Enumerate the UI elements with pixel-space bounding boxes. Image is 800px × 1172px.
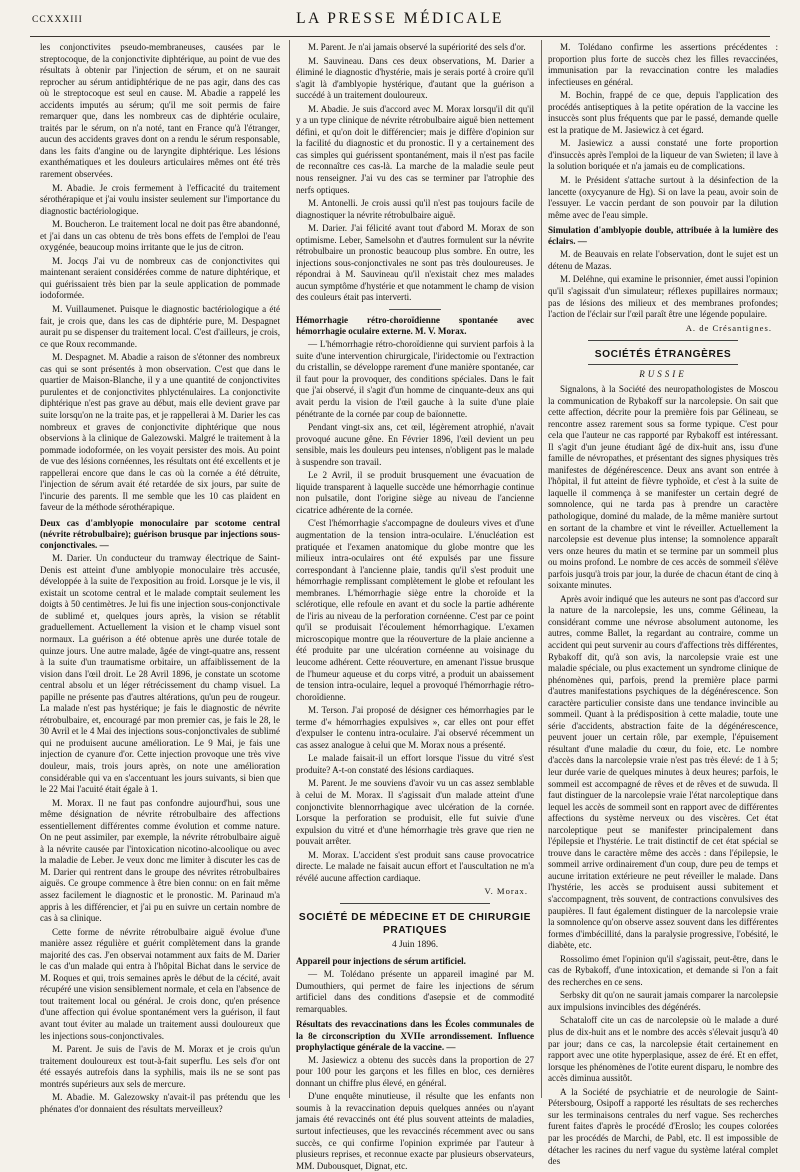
paragraph: M. le Président s'attache surtout à la désinfection de la lancette (oxycyanure de Hg). Si on lave la peau, avoir soin de l'essuyer. Le vaccin perdant de son pouvoir par la dilution même avec de l'eau simple. <box>548 175 778 220</box>
paragraph: M. Parent. Je n'ai jamais observé la supériorité des sels d'or. <box>308 42 526 52</box>
paragraph: Signalons, à la Société des neuropathologistes de Moscou la communication de Rybakoff sur la narcolepsie. On sait que cette affection, décrite pour la première fois par Gélineau, se rencontre assez rarement sous sa forme typique. C'est pour cela que l'auteur ne cas rapporté par Rybakoff est intéressant. Il s'agit d'un jeune étudiant âgé de dix-huit ans, issu d'une famille de névropathes, et présentant des signes physiques très manifestes de dégénérescence. Deux ans avant son entrée à l'hôpital, il fut atteint de fièvre typhoïde, et c'est à la suite de laquelle il commença à se manifester un certain degré de somnolence, qui ne tarda pas à prendre un caractère pathologique, dominé du malade, de la même manière surtout en sortant de la chambre et vint le réveiller. Actuellement la narcolepsie est devenue plus intense; la somnolence apparaît vers onze heures du matin et se termine par un sommeil plus ou moins profond. Le nombre de ces accès de sommeil s'élève parfois jusqu'à trois par jour, la durée de chacun étant de cinq à soixante minutes. <box>548 383 778 591</box>
column-divider-1 <box>289 40 290 1098</box>
paragraph: M. Boucheron. Le traitement local ne doit pas être abandonné, et j'ai dans un cas obtenu de très bons effets de l'emploi de l'eau oxygénée, beaucoup moins irritante que le jus de citron. <box>40 219 280 253</box>
section-heading: SOCIÉTÉ DE MÉDECINE ET DE CHIRURGIE PRATIQUES <box>298 912 532 937</box>
paragraph: M. Terson. J'ai proposé de désigner ces hémorrhagies par le terme d'« hémorrhagies expulsives », car elles ont pour effet d'expulser le contenu intra-oculaire. J'ai observé récemment un cas assez analogue à celui que M. Morax nous a présenté. <box>296 705 534 750</box>
paragraph: M. Bochin, frappé de ce que, depuis l'application des procédés antiseptiques à la petite opération de la vaccine les insuccès sont plus fréquents que par le passé, demande quelle est la pratique de M. Jasiewicz à cet égard. <box>548 90 778 135</box>
section-rule <box>588 364 738 365</box>
paragraph: Le 2 Avril, il se produit brusquement une évacuation de liquide transparent à laquelle succède une hémorrhagie continue non pulsatile, dont l'origine siège au niveau de l'ancienne cicatrice adhérente de la cornée. <box>296 470 534 515</box>
page-number: CCXXXIII <box>32 15 83 25</box>
paragraph: M. Antonelli. Je crois aussi qu'il n'est pas toujours facile de diagnostiquer la névrite rétrobulbaire aiguë. <box>296 198 534 220</box>
paragraph: Serbsky dit qu'on ne saurait jamais comparer la narcolepsie aux impulsions invincibles des dégénérés. <box>548 990 778 1012</box>
separator <box>389 309 441 310</box>
paragraph: C'est l'hémorrhagie s'accompagne de douleurs vives et d'une augmentation de la tension intra-oculaire. L'énucléation est pratiquée et l'examen anatomique du globe montre que les milieux intra-oculaires ont été expulsés par une fissure correspondant à l'ancienne plaie, tandis qu'il s'est produit une hémorrhagie remplissant complètement le globe et refoulant les membranes. L'hémorrhagie siège entre la choroïde et la sclérotique, elle refoule en avant et du socle la partie adhérente de l'iris au niveau de la perforation cornéenne. C'est par ce point qu'il se produisait l'écoulement hémorrhagique. L'examen microscopique montre que la réouverture de la plaie ancienne a été produite par une ulcération cornéenne au voisinage du leucome adhérent. Cette réouverture, en amenant l'issue brusque de l'humeur aqueuse et du corps vitré, a produit un abaissement de tension intra-oculaire, lequel a provoqué l'hémorrhagie rétro-choroïdienne. <box>296 518 534 702</box>
paragraph: Cette forme de névrite rétrobulbaire aiguë évolue d'une manière assez régulière et guérit complètement dans la grande majorité des cas. J'en observai notamment aux faits de M. Darier le cas d'un malade qui entra à l'hôpital Bichat dans le service de M. Roques et qui, trois semaines après le début de la cécité, avait récupéré une vision sensiblement normale, et cela en l'absence de tout traitement local ou général. Je crois donc, qu'en présence d'une affection qui évolue spontanément vers la guérison, il faut avant tout éviter au malade un traitement aussi douloureux que les injections sous-conjonctivales. <box>40 926 280 1041</box>
paragraph: M. Parent. Je suis de l'avis de M. Morax et je crois qu'un traitement douloureux est tout-à-fait superflu. Les sels d'or ont été essayés autrefois dans la syphilis, mais ils ne se sont pas montrés supérieurs aux sels de mercure. <box>40 1044 280 1089</box>
column-divider-2 <box>541 40 542 1098</box>
paragraph: M. Parent. Je me souviens d'avoir vu un cas assez semblable à celui de M. Morax. Il s'agissait d'un malade atteint d'une conjonctivite blennorrhagique avec ulcération de la cornée. Lorsque la perforation se produisit, elle fut suivie d'une expulsion du vitré et d'une hémorrhagie très grave que rien ne pouvait arrêter. <box>296 778 534 847</box>
column-2 <box>296 42 534 1171</box>
country-heading: RUSSIE <box>639 368 687 379</box>
paragraph: M. Abadie. M. Galezowsky n'avait-il pas prétendu que les phénates d'or donnaient des résultats merveilleux? <box>40 1092 280 1114</box>
paragraph: Schataloff cite un cas de narcolepsie où le malade a duré plus de dix-huit ans et le nombre des accès s'élevait jusqu'à 40 par jour; dans ce cas, la narcolepsie était certainement en rapport avec une otite hyperplasique, assez de éré. Et en effet, lorsque les phénomènes de l'otite eurent disparu, le nombre des accès diminua aussitôt. <box>548 1015 778 1084</box>
section-subheading: Hémorrhagie rétro-choroïdienne spontanée avec hémorrhagie oculaire externe. M. V. Morax. <box>296 315 534 337</box>
paragraph: M. Morax. Il ne faut pas confondre aujourd'hui, sous une même désignation de névrite rétrobulbaire des affections essentiellement différentes comme évolution et comme nature. On ne peut assimiler, par exemple, la névrite rétrobulbaire aiguë à la névrite causée par l'intoxication nicotino-alcoolique ou avec la maladie de Leber. Je veux donc me limiter à discuter les cas de M. Darier qui rentrent dans le groupe des névrites rétrobulbaires aiguës. Ce groupe commence à être bien connu: on en fait même assez facilement le diagnostic et le pronostic. M. Parinaud m'a appris à les différencier, et j'ai pu en suivre un certain nombre de cas à sa clinique. <box>40 797 280 924</box>
paragraph: M. Sauvineau. Dans ces deux observations, M. Darier a éliminé le diagnostic d'hystérie, mais je serais porté à croire qu'il s'agit là d'amblyopie hystérique, d'autant que la guérison a succédé à un traitement douloureux. <box>296 55 534 101</box>
paragraph: M. Darier. Un conducteur du tramway électrique de Saint-Denis est atteint d'une amblyopie monoculaire très accusée, développée à la suite de l'exposition au froid. Lorsque je le vis, il existait un scotome central et le malade comptait seulement les doigts à 50 centimètres. Je lui fis une injection sous-conjonctivale de sublimé et, quelques jours après, la vision se rétablit graduellement. Actuellement la vision et le champ visuel sont normaux. La guérison a été obtenue après une durée totale de quinze jours. Une autre malade, âgée de vingt-quatre ans, ressent à la suite d'un traumatisme orbitaire, un affaiblissement de la vision dans l'œil droit. Le 28 Avril 1896, je constate un scotome central absolu et un léger rétrécissement du champ visuel. La papille ne présente pas d'autres altérations, qu'un peu de rougeur. La malade n'est pas hystérique; je fais le diagnostic de névrite rétrobulbaire, et, encouragé par mon premier cas, je fais le 28, le 30 Avril et le 4 Mai des injections sous-conjonctivales de sublimé qui ne produisent aucune amélioration. Le 9 Mai, je fais une injection de cyanure d'or. Cette injection provoque une très vive douleur, mais, trois jours après, on note une amélioration considérable qui va en s'accentuant les jours suivants, si bien que le 22 Mai l'acuité était égale à 1. <box>40 553 280 795</box>
paragraph: — L'hémorrhagie rétro-choroïdienne qui survient parfois à la suite d'une intervention chirurgicale, l'iridectomie ou l'extraction du cristallin, se développe rarement d'une manière spontanée, car il faut pour la provoquer, des conditions spéciales. Dans le fait que j'ai observé, il s'agit d'un homme de cinquante-deux ans qui avait perdu la vision de l'œil gauche à la suite d'une plaie pénétrante de la cornée par coup de baïonnette. <box>296 339 534 419</box>
paragraph: M. Tolédano confirme les assertions précédentes : proportion plus forte de succès chez les filles revaccinées, immunisation par la revaccination contre les maladies infectieuses en général. <box>548 42 778 87</box>
author-signature: A. de Crésantignes. <box>685 322 772 333</box>
paragraph: M. Despagnet. M. Abadie a raison de s'étonner des nombreux cas qui se sont présentés à mon observation. C'est que dans le quartier de Maison-Blanche, il y a une quantité de conjonctivites purulentes et de conjonctivites phlycténulaires. La conjonctivite diphtérique n'est pas grave au début, mais elle devient grave par suite lorsqu'on ne la traite pas, et je rappellerai à M. Darier les cas nombreux et graves de conjonctivite diphtérique que nous observions à la clinique de Galezowski. Malgré le traitement à la pommade iodoformée, on les voyait persister des mois. Au point de vue des lésions cornéennes, les résultats ont été excellents et je rappellerai encore que dans le cas où la cornée a été détruite, l'injection de sérum avait été retardée de six jours, par suite de l'incurie des parents. Il me semble que les 10 cas plaident en faveur de la méthode sérothérapique. <box>40 352 280 513</box>
paragraph: M. Jasiewicz a obtenu des succès dans la proportion de 27 pour 100 pour les garçons et les filles en bloc, ces dernières donnant un chiffre plus élevé, en général. <box>296 1054 534 1088</box>
paragraph: les conjonctivites pseudo-membraneuses, causées par le streptocoque, de la conjonctivite diphtérique, au point de vue des résultats à obtenir par l'injection de sérum, et on ne saurait reprocher au sérum antidiphtérique de ne pas agir, dans des cas où le streptocoque est seul en cause. M. Abadie a rappelé les accidents imputés au sérum; qu'il me soit permis de faire remarquer que, dans les nombreux cas de diphtérie oculaire, traités par le sérum, on n'a noté, tant en France qu'à l'étranger, aucun des accidents graves dont on a rendu le sérum responsable, dans les faits d'angine ou de laryngite diphtérique. Les lésions exanthématiques et les douleurs articulaires mêmes ont été très rarement observées. <box>40 42 280 180</box>
paragraph: M. Vuillaumenet. Puisque le diagnostic bactériologique a été fait, je crois que, dans les cas de diphtérie pure, M. Despagnet aurait pu se dispenser du traitement local. C'est d'ailleurs, je crois, ce que Roux recommande. <box>40 304 280 349</box>
section-heading: SOCIÉTÉS ÉTRANGÈRES <box>594 348 732 360</box>
paragraph: M. de Beauvais en relate l'observation, dont le sujet est un détenu de Mazas. <box>548 249 778 271</box>
page-header <box>30 6 770 34</box>
section-subheading: Résultats des revaccinations dans les Écoles communales de la 8e circonscription du XVIIe arrondissement. Influence prophylactique générale de la vaccine. — <box>296 1019 534 1052</box>
paragraph: Le malade faisait-il un effort lorsque l'issue du vitré s'est produite? A-t-on constaté des lésions cardiaques. <box>296 753 534 775</box>
paragraph: — M. Tolédano présente un appareil imaginé par M. Dumouthiers, qui permet de faire les injections de sérum artificiel dans des conditions d'asepsie et de commodité remarquables. <box>296 969 534 1014</box>
author-signature: V. Morax. <box>484 886 528 897</box>
section-subheading: Simulation d'amblyopie double, attribuée à la lumière des éclairs. — <box>548 225 778 247</box>
paragraph: M. Abadie. Je crois fermement à l'efficacité du traitement sérothérapique et j'ai voulu insister seulement sur l'importance du diagnostic bactériologique. <box>40 182 280 216</box>
paragraph: M. Abadie. Je suis d'accord avec M. Morax lorsqu'il dit qu'il y a un type clinique de névrite rétrobulbaire aiguë bien nettement défini, et qu'on doit le différencier; mais je diffère d'opinion sur la facilité du diagnostic et du pronostic. Il y a certainement des cas simples qui guérissent spontanément, mais il n'est pas facile de reconnaître ces cas-là. La marche de la maladie seule peut nous renseigner. J'ai vu des cas se terminer par l'atrophie des nerfs optiques. <box>296 103 534 195</box>
column-1 <box>40 42 280 1114</box>
section-rule <box>340 903 490 904</box>
paragraph: Rossolimo émet l'opinion qu'il s'agissait, peut-être, dans le cas de Rybakoff, d'une intoxication, et demande si l'on a fait des recherches en ce sens. <box>548 953 778 987</box>
section-rule <box>588 340 738 341</box>
paragraph: M. Deléhne, qui examine le prisonnier, émet aussi l'opinion qu'il s'agissait d'un simulateur; réflexes pupillaires normaux; pas de lésions des milieux et des membranes profondes; l'action de l'éclair sur l'œil paraît être une légende populaire. <box>548 274 778 320</box>
section-subheading: Appareil pour injections de sérum artificiel. <box>296 956 466 967</box>
paragraph: Pendant vingt-six ans, cet œil, légèrement atrophié, n'avait provoqué aucune gêne. En Février 1896, l'œil devient un peu sensible, mais les douleurs peu intenses, n'obligent pas le malade à suspendre son travail. <box>296 422 534 467</box>
section-subheading: Deux cas d'amblyopie monoculaire par scotome central (névrite rétrobulbaire); guérison brusque par injections sous-conjonctivales. — <box>40 517 280 551</box>
paragraph: M. Morax. L'accident s'est produit sans cause provocatrice directe. Le malade ne faisait aucun effort et l'auscultation ne m'a révélé aucune affection cardiaque. <box>296 849 534 883</box>
header-rule <box>30 36 770 37</box>
paragraph: M. Darier. J'ai félicité avant tout d'abord M. Morax de son optimisme. Leber, Samelsohn et d'autres formulent sur la névrite rétrobulbaire un pronostic beaucoup plus sombre. En outre, les injections sous-conjonctivales ne sont pas très douloureuses. Je répondrai à M. Sauvineau qu'il n'existait chez mes malades aucun symptôme d'hystérie et que notamment le champ de vision des couleurs était pas interverti. <box>296 223 534 303</box>
paragraph: Après avoir indiqué que les auteurs ne sont pas d'accord sur la nature de la narcolepsie, les uns, comme Gélineau, la considérant comme une névrose absolument autonome, les autres, comme Ballet, la regardant au contraire, comme un accident qui peut survenir au cours d'affections très différentes, Rybakoff dit, qu'à son avis, la narcolepsie vraie est une maladie spéciale, ou plus exactement un syndrome clinique de phénomènes qui, parfois, prend la première place parmi d'autres manifestations psychiques de la dégénérescence. Son caractère particulier consiste dans une tendance invincible au sommeil. Quant à la prédisposition à cette maladie, toute une série d'accidents, abstraction faite de la dégénérescence, peuvent jouer un certain rôle, par exemple, l'épuisement résultant d'une maladie du cœur, du foie, etc. Le nombre d'accès dans la narcolepsie vraie n'est pas très élevé: de 1 à 5; leur durée varie de quelques minutes à deux heures; parfois, le sommeil est accompagné de rêves et de rêves et de suwuda. Il faut distinguer de la narcolepsie vraie l'état narcoleptique dans lequel les accès de sommeil sont en rapport avec de différentes affections du système nerveux ou des viscères. Cet état narcoleptique peut se manifester principalement dans l'épilepsie et l'hystérie. Le trait distinctif de cet état spécial se trouve dans le caractère même des accès : dans l'épilepsie, le sommeil arrive ordinairement d'un coup, dure peu de temps et aucune irritation extérieure ne peut réveiller le malade. Dans l'hystérie, les accès se produisent aussi subitement et s'accompagnent, très souvent, de contractions convulsives des paupières. Il faut également distinguer de la narcolepsie vraie la somnolence qu'on observe assez souvent dans les différentes formes d'imbécillité, dans la paralysie progressive, l'obésité, le diabète, etc. <box>548 593 778 951</box>
paragraph: A la Société de psychiatrie et de neurologie de Saint-Pétersbourg, Osipoff a rapporté les résultats de ses recherches sur les terminaisons centrales du nerf vague. Ses recherches furent faites d'après le procédé d'Eroslo; les coupes colorées par les procédés de Marchi, de Pabl, etc. Il est impossible de détacher les racines du nerf vague du système latéral complet des <box>548 1086 778 1167</box>
column-3 <box>548 42 778 1167</box>
session-date: 4 Juin 1896. <box>391 940 439 951</box>
paragraph: M. Jocqs J'ai vu de nombreux cas de conjonctivites qui maintenant seraient considérées comme de nature diphtérique, et qui guérissaient très bien par la seule application de pommade iodoformée. <box>40 255 280 301</box>
journal-title: LA PRESSE MÉDICALE <box>296 10 504 27</box>
paragraph: D'une enquête minutieuse, il résulte que les enfants non soumis à la revaccination depuis quelques années ou n'ayant jamais été revaccinés ont été plus souvent atteints de maladies, surtout infectieuses, que les revaccinés récemment avec ou sans succès, ce qui confirme l'opinion exprimée par l'auteur à plusieurs reprises, et reconnue exacte par plusieurs observateurs, MM. Dubousquet, Dignat, etc. <box>296 1091 534 1171</box>
paragraph: M. Jasiewicz a aussi constaté une forte proportion d'insuccès après l'emploi de la liqueur de van Swieten; il lave à la solution boriquée et n'a jamais eu de complications. <box>548 138 778 172</box>
